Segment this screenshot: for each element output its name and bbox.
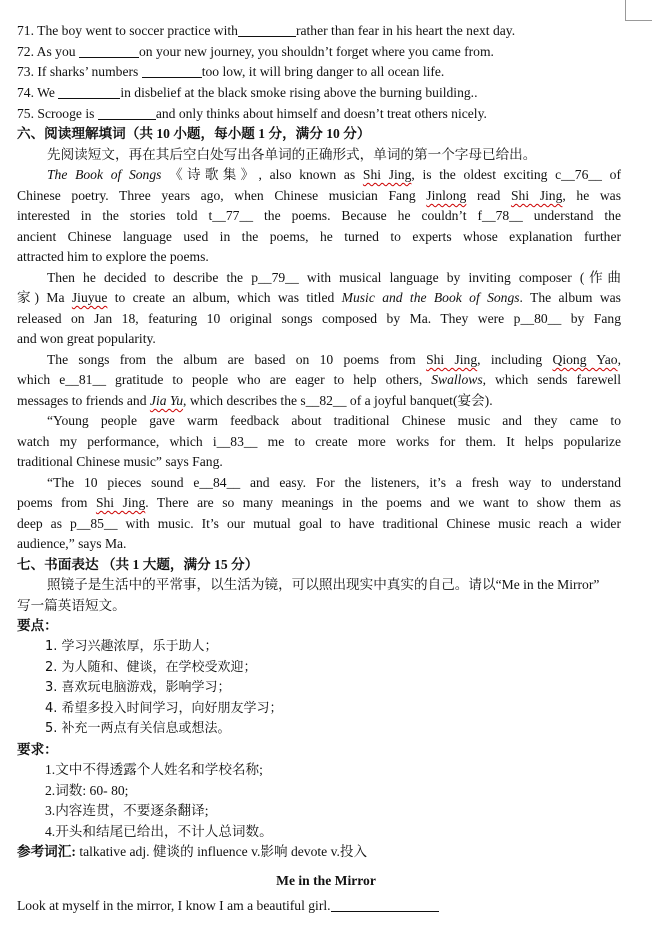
answer-blank-73[interactable] xyxy=(142,64,202,78)
answer-blank-71[interactable] xyxy=(238,23,296,37)
vocabulary-label: 参考词汇: xyxy=(17,844,76,859)
vocabulary-list: talkative adj. 健谈的 influence v.影响 devote v.投入 xyxy=(79,844,368,859)
points-label: 要点： xyxy=(17,618,58,633)
passage-p1-line4: ancient Chinese language used in the poems, he turned to experts whose explanation further xyxy=(17,229,621,244)
passage-p2-line1: Then he decided to describe the p__79__ with musical language by inviting composer (作曲 xyxy=(47,270,621,285)
passage-p1-line3: interested in the stories told t__77__ the poems. Because he couldn’t f__78__ understand the xyxy=(17,208,621,223)
passage-p5-line1: “The 10 pieces sound e__84__ and easy. For the listeners, it’s a fresh way to understand xyxy=(47,475,621,490)
answer-blank-75[interactable] xyxy=(98,106,156,120)
essay-title: Me in the Mirror xyxy=(276,873,376,888)
point-item: 1. 学习兴趣浓厚，乐于助人； xyxy=(45,639,218,654)
passage-p2-line3: released on Jan 18, featuring 10 original songs composed by Ma. They were p__80__ by Fang xyxy=(17,311,621,326)
passage-p3-line3: messages to friends and Jia Yu, which describes the s__82__ of a joyful banquet(宴会). xyxy=(17,393,493,408)
passage-p4-line1: “Young people gave warm feedback about traditional Chinese music and they came to xyxy=(47,413,621,428)
question-73: 73. If sharks’ numbers too low, it will bring danger to all ocean life. xyxy=(17,64,445,79)
passage-p5-line4: audience,” says Ma. xyxy=(17,536,127,551)
passage-p3-line2: which e__81__ gratitude to people who are eager to help others, Swallows, which sends farewell xyxy=(17,372,621,387)
passage-p2-line4: and won great popularity. xyxy=(17,331,156,346)
requirement-item: 2.词数: 60- 80; xyxy=(45,783,129,798)
question-72: 72. As you on your new journey, you shouldn’t forget where you came from. xyxy=(17,44,494,59)
answer-blank-74[interactable] xyxy=(58,85,120,99)
passage-p4-line2: watch my performance, which i__83__ me to create more works for them. It helps popularize xyxy=(17,434,621,449)
passage-p2-line2: 家) Ma Jiuyue to create an album, which was titled Music and the Book of Songs. The album was xyxy=(17,290,621,305)
requirement-item: 4.开头和结尾已给出，不计人总词数。 xyxy=(45,824,273,839)
section-6-heading: 六、阅读理解填词（共 10 小题，每小题 1 分，满分 10 分） xyxy=(17,126,371,141)
passage-p1-line5: attracted him to explore the poems. xyxy=(17,249,209,264)
essay-opening: Look at myself in the mirror, I know I am a beautiful girl. xyxy=(17,896,621,916)
section-6-instruction: 先阅读短文，再在其后空白处写出各单词的正确形式，单词的第一个字母已给出。 xyxy=(47,147,537,162)
passage-p3-line1: The songs from the album are based on 10 poems from Shi Jing, including Qiong Yao, xyxy=(47,352,621,367)
passage-p4-line3: traditional Chinese music” says Fang. xyxy=(17,454,223,469)
writing-intro-line2: 写一篇英语短文。 xyxy=(17,598,126,613)
requirement-item: 3.内容连贯，不要逐条翻译; xyxy=(45,803,209,818)
writing-intro-line1: 照镜子是生活中的平常事，以生活为镜，可以照出现实中真实的自己。请以“Me in the Mirror” xyxy=(47,577,600,592)
vocabulary-line xyxy=(17,842,621,862)
point-item: 2. 为人随和、健谈，在学校受欢迎； xyxy=(45,660,257,675)
section-7-heading: 七、书面表达 （共 1 大题，满分 15 分） xyxy=(17,557,259,572)
essay-writing-blank[interactable] xyxy=(331,898,439,912)
passage-p1-line1: The Book of Songs 《诗歌集》, also known as Shi Jing, is the oldest exciting c__76__ of xyxy=(47,167,621,182)
point-item: 4. 希望多投入时间学习，向好朋友学习； xyxy=(45,701,283,716)
requirements-label: 要求： xyxy=(17,742,58,757)
passage-p1-line2: Chinese poetry. Three years ago, when Chinese musician Fang Jinlong read Shi Jing, he was xyxy=(17,188,621,203)
question-71: 71. The boy went to soccer practice with rather than fear in his heart the next day. xyxy=(17,23,516,38)
answer-blank-72[interactable] xyxy=(79,44,139,58)
question-75: 75. Scrooge is and only thinks about himself and doesn’t treat others nicely. xyxy=(17,106,487,121)
question-74: 74. We in disbelief at the black smoke rising above the burning building.. xyxy=(17,85,478,100)
requirement-item: 1.文中不得透露个人姓名和学校名称; xyxy=(45,762,263,777)
point-item: 5. 补充一两点有关信息或想法。 xyxy=(45,721,231,736)
point-item: 3. 喜欢玩电脑游戏，影响学习； xyxy=(45,680,231,695)
passage-p5-line2: poems from Shi Jing. There are so many meanings in the poems and we want to show them as xyxy=(17,495,621,510)
page-corner-mark xyxy=(625,0,652,21)
passage-p5-line3: deep as p__85__ with music. It’s our mutual goal to have traditional Chinese music reach a wider xyxy=(17,516,621,531)
